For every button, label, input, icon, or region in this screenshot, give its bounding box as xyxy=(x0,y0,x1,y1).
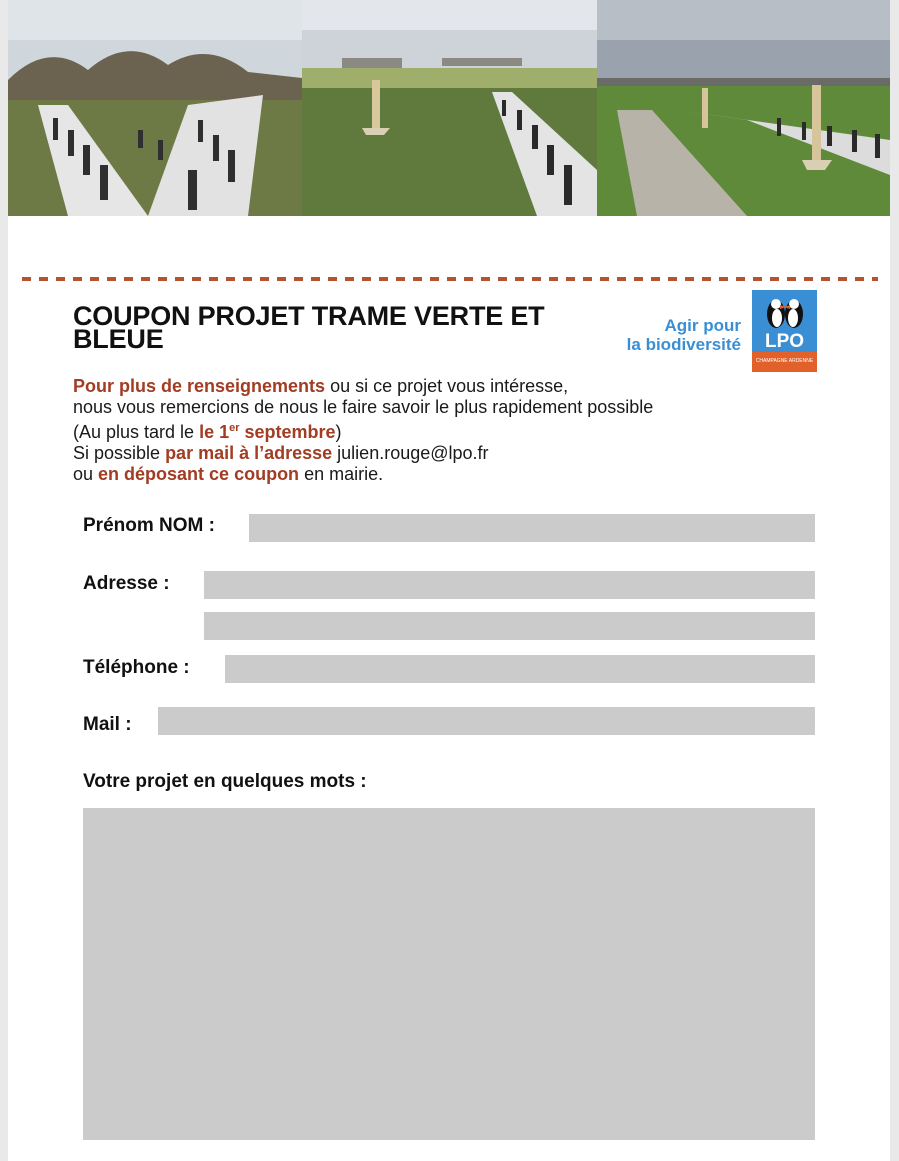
project-textarea[interactable] xyxy=(83,808,815,1140)
project-label: Votre projet en quelques mots : xyxy=(83,771,367,792)
address-field-line2[interactable] xyxy=(204,612,815,640)
intro-text-1: ou si ce projet vous intéresse, xyxy=(325,376,569,396)
intro-highlight-4: par mail à l’adresse xyxy=(165,443,333,463)
intro-paragraph xyxy=(73,376,833,485)
intro-text-4a: Si possible xyxy=(73,443,166,463)
mail-label: Mail : xyxy=(83,714,132,735)
photo-hedge-planting-1 xyxy=(8,0,302,216)
page-title: COUPON PROJET TRAME VERTE ET BLEUE xyxy=(73,301,545,354)
intro-line-2: nous vous remercions de nous le faire savoir le plus rapidement possible xyxy=(73,397,654,417)
phone-field[interactable] xyxy=(225,655,815,683)
lpo-logo xyxy=(752,290,817,372)
deadline-sup: er xyxy=(229,422,240,434)
intro-line-4 xyxy=(73,443,833,464)
intro-highlight-5: en déposant ce coupon xyxy=(98,464,300,484)
intro-line-3 xyxy=(73,418,833,443)
logo-tagline-line2: la biodiversité xyxy=(626,335,741,354)
coupon-page xyxy=(8,0,890,1161)
deadline-day: le 1 xyxy=(199,422,230,442)
address-field-line1[interactable] xyxy=(204,571,815,599)
mail-field[interactable] xyxy=(158,707,815,735)
intro-text-5a: ou xyxy=(73,464,99,484)
intro-line-5 xyxy=(73,464,833,485)
deadline-date xyxy=(199,422,335,442)
intro-highlight-1: Pour plus de renseignements xyxy=(73,376,326,396)
intro-text-5b: en mairie. xyxy=(299,464,384,484)
contact-email: julien.rouge@lpo.fr xyxy=(332,443,489,463)
photo-strip xyxy=(8,0,890,216)
deadline-month: septembre xyxy=(239,422,336,442)
logo-tagline-line1: Agir pour xyxy=(664,316,741,335)
cut-line-separator xyxy=(22,277,878,281)
intro-line-1 xyxy=(73,376,833,397)
logo-tagline xyxy=(568,316,741,354)
name-field[interactable] xyxy=(249,514,815,542)
photo-hedge-planting-2 xyxy=(302,0,597,216)
logo-brand-text: LPO xyxy=(764,331,805,352)
photo-hedge-planting-3 xyxy=(597,0,890,216)
intro-text-3b: ) xyxy=(335,422,342,442)
intro-text-3a: (Au plus tard le xyxy=(73,422,200,442)
address-label: Adresse : xyxy=(83,573,170,594)
phone-label: Téléphone : xyxy=(83,657,190,678)
name-label: Prénom NOM : xyxy=(83,515,215,536)
logo-region-text: CHAMPAGNE ARDENNE xyxy=(755,358,814,364)
